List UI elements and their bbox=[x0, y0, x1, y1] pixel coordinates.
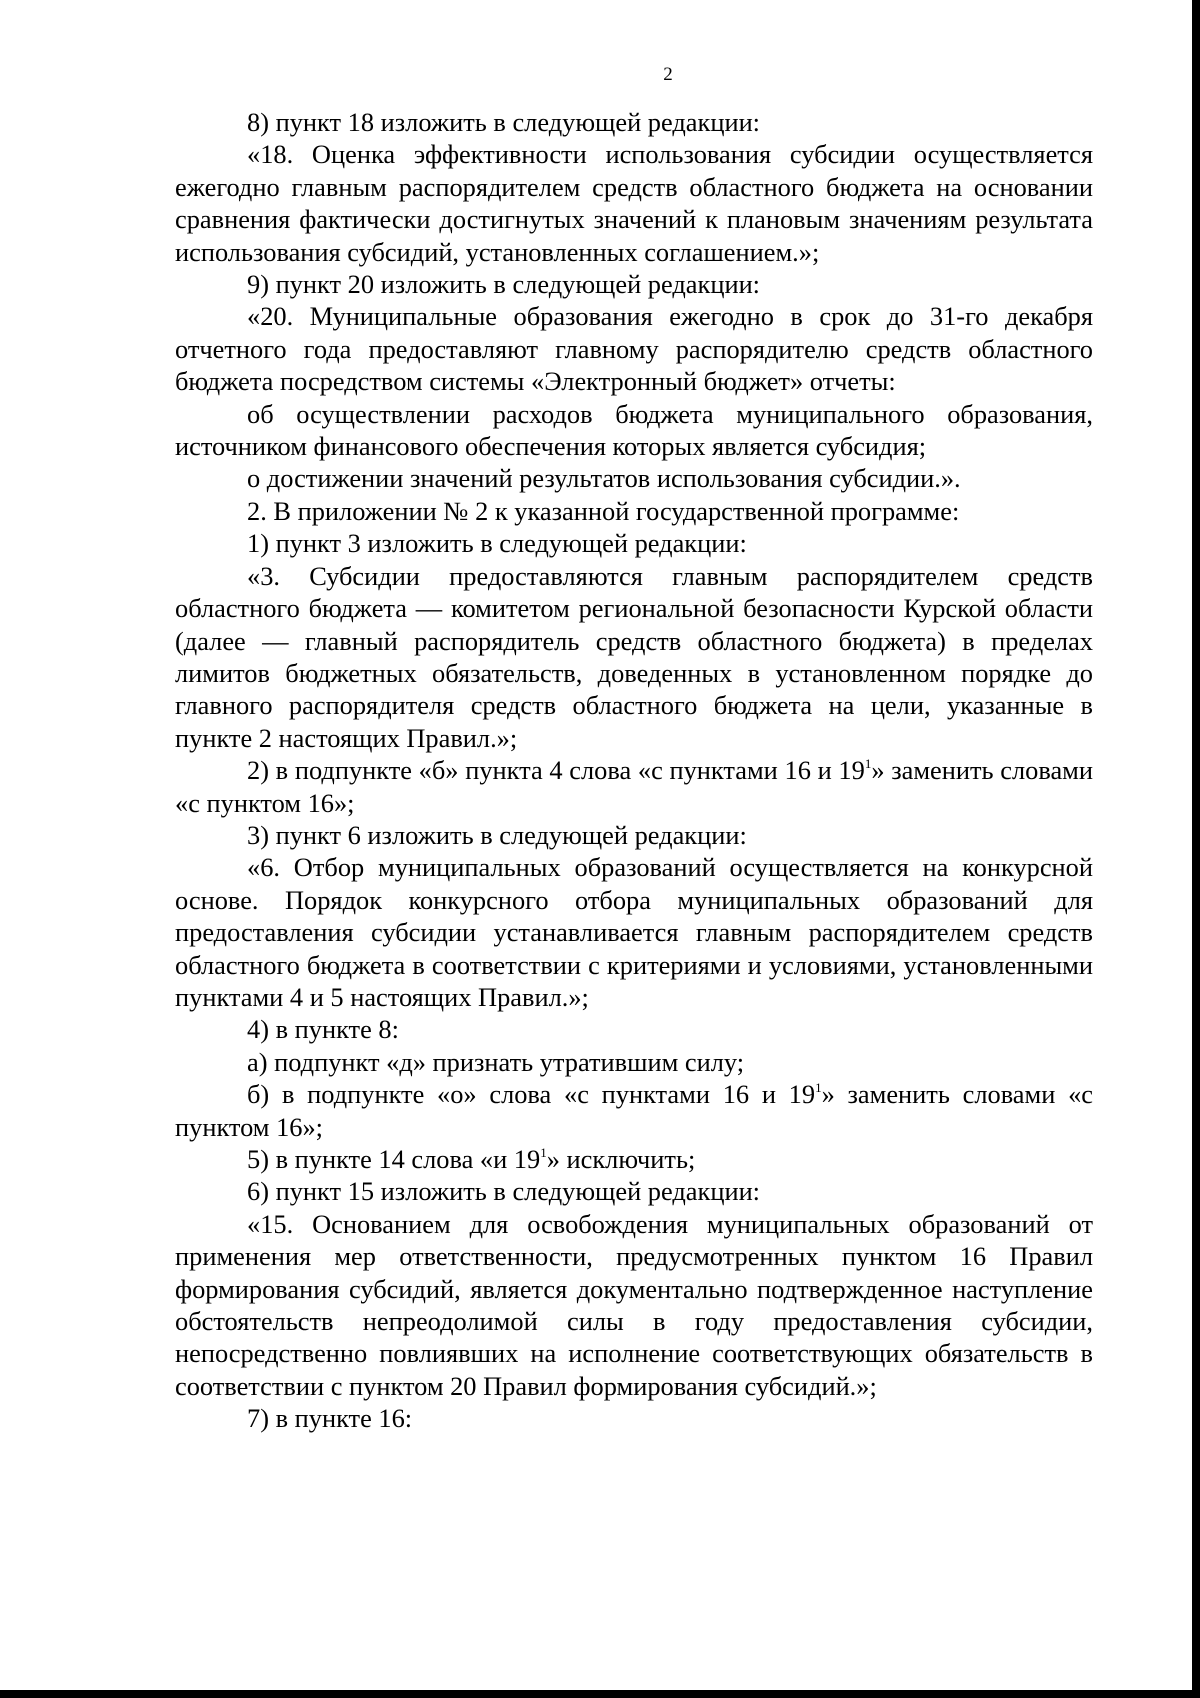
paragraph-item-6: 6) пункт 15 изложить в следующей редакции: bbox=[247, 1176, 761, 1207]
paragraph-item-5-text: 5) в пункте 14 слова «и 19 bbox=[247, 1144, 541, 1174]
page-border-right bbox=[1192, 0, 1200, 1698]
paragraph-item-9: 9) пункт 20 изложить в следующей редакции: bbox=[247, 269, 761, 300]
paragraph-item-2 bbox=[175, 754, 1093, 819]
paragraph-subitem-a: а) подпункт «д» признать утратившим силу; bbox=[247, 1046, 745, 1077]
page-border-bottom bbox=[0, 1690, 1200, 1698]
page-number: 2 bbox=[663, 64, 673, 85]
superscript: 1 bbox=[815, 1080, 822, 1096]
paragraph-quote-3: «3. Субсидии предоставляются главным распорядителем средств областного бюджета — комитетом региональной безопасности Курской области (далее — главный распорядитель средств областного бюджета) в пределах лимитов бюджетных обязательств, доведенных в установленном порядке до главного распорядителя средств областного бюджета на цели, указанные в пункте 2 настоящих Правил.»; bbox=[175, 560, 1093, 753]
paragraph-quote-15: «15. Основанием для освобождения муниципальных образований от применения мер ответственности, предусмотренных пунктом 16 Правил формирования субсидий, является документально подтвержденное наступление обстоятельств непреодолимой силы в году предоставления субсидии, непосредственно повлиявших на исполнение соответствующих обязательств в соответствии с пунктом 20 Правил формирования субсидий.»; bbox=[175, 1208, 1093, 1401]
paragraph-item-4: 4) в пункте 8: bbox=[247, 1014, 399, 1045]
paragraph-item-7: 7) в пункте 16: bbox=[247, 1403, 413, 1434]
superscript: 1 bbox=[864, 756, 872, 772]
paragraph-appendix-2: 2. В приложении № 2 к указанной государственной программе: bbox=[247, 495, 960, 526]
paragraph-quote-18: «18. Оценка эффективности использования субсидии осуществляется ежегодно главным распорядителем средств областного бюджета на основании сравнения фактически достигнутых значений к плановым значениям результата использования субсидий, установленных соглашением.»; bbox=[175, 139, 1093, 267]
paragraph-item-1: 1) пункт 3 изложить в следующей редакции: bbox=[247, 528, 747, 559]
paragraph-report-results: о достижении значений результатов использования субсидии.». bbox=[247, 463, 961, 494]
paragraph-item-2-text: 2) в подпункте «б» пункта 4 слова «с пунктами 16 и 19 bbox=[247, 755, 865, 786]
paragraph-item-5-tail: » исключить; bbox=[546, 1144, 696, 1174]
paragraph-subitem-b-tail: » заменить словами «с пунктом 16»; bbox=[175, 1079, 1093, 1142]
paragraph-quote-20: «20. Муниципальные образования ежегодно в срок до 31-го декабря отчетного года предоставляют главному распорядителю средств областного бюджета посредством системы «Электронный бюджет» отчеты: bbox=[175, 301, 1093, 397]
paragraph-quote-6: «6. Отбор муниципальных образований осуществляется на конкурсной основе. Порядок конкурсного отбора муниципальных образований для предоставления субсидии устанавливается главным распорядителем средств областного бюджета в соответствии с критериями и условиями, установленными пунктами 4 и 5 настоящих Правил.»; bbox=[175, 852, 1093, 1012]
paragraph-item-5 bbox=[175, 1143, 1093, 1175]
paragraph-item-3: 3) пункт 6 изложить в следующей редакции: bbox=[247, 819, 747, 850]
paragraph-subitem-b bbox=[175, 1078, 1093, 1143]
superscript: 1 bbox=[540, 1145, 547, 1160]
paragraph-report-expenses: об осуществлении расходов бюджета муниципального образования, источником финансового обеспечения которых является субсидия; bbox=[175, 398, 1093, 462]
document-body bbox=[175, 106, 1093, 1435]
paragraph-item-2-tail: » заменить словами «с пунктом 16»; bbox=[175, 755, 1093, 818]
paragraph-subitem-b-text: б) в подпункте «о» слова «с пунктами 16 и 19 bbox=[247, 1079, 816, 1110]
paragraph-item-8: 8) пункт 18 изложить в следующей редакции: bbox=[247, 107, 761, 137]
